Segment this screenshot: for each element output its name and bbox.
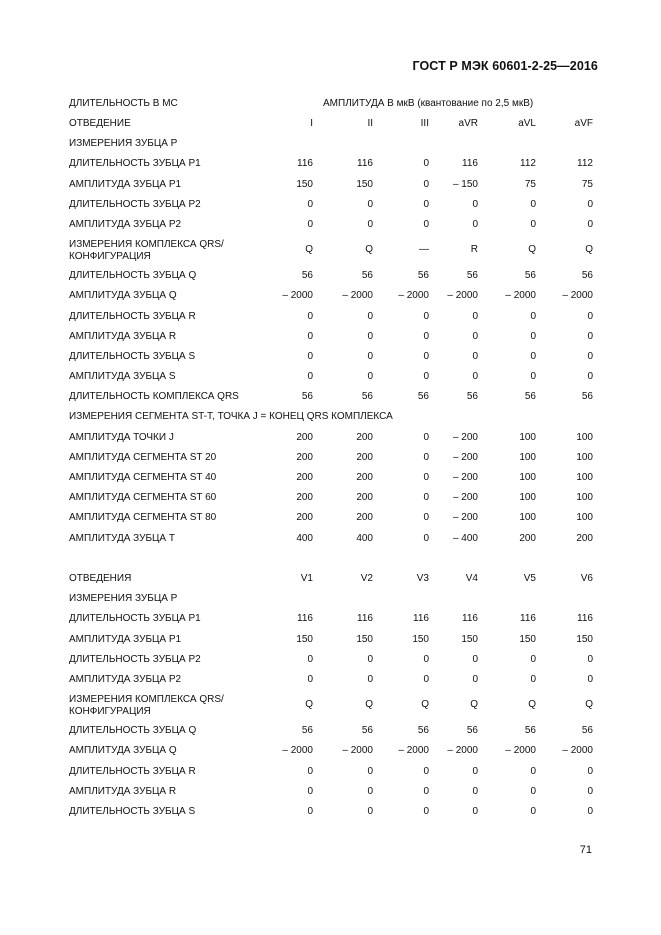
row-label: АМПЛИТУДА СЕГМЕНТА ST 60 [69,492,217,504]
table-cell: 150 [576,633,593,645]
table-cell: 100 [519,451,536,463]
table-cell: 0 [423,765,429,777]
table-row [69,216,593,236]
table-cell: 56 [301,391,313,403]
table-cell: 100 [519,472,536,483]
lead-header: aVL [518,118,536,129]
table-cell: 100 [576,492,593,504]
table-cell: 0 [307,310,313,322]
table-cell: 0 [472,785,478,797]
table-cell: 100 [519,431,536,443]
table-cell: 56 [361,270,373,282]
row-label: ДЛИТЕЛЬНОСТЬ ЗУБЦА R [69,765,196,777]
table-cell: 200 [356,451,373,463]
table-cell: 200 [356,512,373,524]
table-row [69,236,593,267]
table-cell: – 2000 [398,745,429,757]
table-cell: 200 [576,532,593,544]
table-cell: 0 [423,492,429,504]
table-cell: Q [305,244,313,256]
row-label: АМПЛИТУДА ЗУБЦА R [69,785,177,797]
table-cell: – 150 [452,178,478,190]
duration-units-label: ДЛИТЕЛЬНОСТЬ В МС [69,98,178,109]
table-cell: 100 [576,512,593,524]
table-cell: R [470,244,478,256]
table-cell: 0 [530,371,536,383]
table-cell: 56 [301,270,313,282]
table-cell: 0 [423,218,429,230]
table-cell: 0 [367,805,373,817]
row-label: АМПЛИТУДА ТОЧКИ J [69,431,174,443]
table-cell: 0 [530,673,536,685]
table-row [69,348,593,368]
table-cell: 0 [587,765,593,777]
table-cell: 150 [461,633,478,645]
table-row [69,155,593,175]
table-row [69,631,593,651]
table-cell: 0 [472,218,478,230]
table-cell: 0 [472,330,478,342]
lead-header: V3 [416,573,429,584]
table-row [69,763,593,783]
table-cell: 100 [576,451,593,463]
table-cell: Q [305,699,313,711]
table-cell: 0 [423,178,429,190]
table-cell: 0 [307,218,313,230]
table-cell: 0 [530,805,536,817]
lead-header: V1 [300,573,313,584]
lead-header: V4 [465,573,478,584]
table-cell: 150 [356,633,373,645]
table-cell: 100 [576,431,593,443]
table-cell: 0 [530,330,536,342]
table-cell: 200 [296,431,313,443]
table-cell: 0 [472,673,478,685]
table-cell: – 2000 [447,290,478,302]
table-cell: 0 [307,653,313,665]
table-cell: 112 [520,158,536,170]
table-cell: 0 [367,350,373,362]
row-label: ДЛИТЕЛЬНОСТЬ ЗУБЦА Р1 [69,158,201,170]
chest-leads-table [69,570,593,823]
table-row [69,489,593,509]
table-cell: 150 [356,178,373,190]
table-row [69,509,593,529]
table-cell: 200 [356,492,373,504]
table-cell: 0 [307,371,313,383]
table-cell: 0 [587,785,593,797]
table-row [69,469,593,489]
row-label: ИЗМЕРЕНИЯ СЕГМЕНТА ST-T, ТОЧКА J = КОНЕЦ QRS КОМПЛЕКСА [69,411,393,423]
table-cell: Q [528,699,536,711]
table-cell: 0 [423,785,429,797]
table-cell: Q [421,699,429,711]
table-cell: 0 [587,218,593,230]
table-cell: 0 [423,330,429,342]
table-cell: – 2000 [562,745,593,757]
table-cell: 200 [296,492,313,504]
table-cell: – 200 [452,512,478,524]
table-cell: 116 [462,613,478,625]
row-label: ДЛИТЕЛЬНОСТЬ КОМПЛЕКСА QRS [69,391,239,403]
table-cell: Q [528,244,536,256]
table-cell: 56 [466,725,478,737]
table-cell: 56 [466,270,478,282]
table-cell: Q [585,699,593,711]
table-cell: – 2000 [447,745,478,757]
row-label: АМПЛИТУДА СЕГМЕНТА ST 40 [69,472,217,483]
row-label: АМПЛИТУДА СЕГМЕНТА ST 80 [69,512,217,524]
lead-header: V2 [360,573,373,584]
table-row [69,783,593,803]
table-cell: 0 [423,512,429,524]
table-cell: – 2000 [282,290,313,302]
table-cell: 0 [307,765,313,777]
row-label: ИЗМЕРЕНИЯ КОМПЛЕКСА QRS/КОНФИГУРАЦИЯ [69,694,224,718]
section-heading-row [69,408,593,428]
units-caption-row [69,98,592,112]
table-cell: 0 [587,805,593,817]
table-cell: Q [470,699,478,711]
table-cell: 150 [519,633,536,645]
table-cell: 200 [296,512,313,524]
table-cell: 0 [587,371,593,383]
table-cell: 56 [524,270,536,282]
page-number: 71 [579,844,592,856]
table-cell: 56 [524,725,536,737]
table-cell: 0 [307,330,313,342]
table-cell: 0 [423,532,429,544]
table-cell: 0 [530,198,536,210]
table-cell: 0 [472,371,478,383]
table-cell: 75 [581,178,593,190]
table-cell: 56 [417,725,429,737]
table-row [69,803,593,823]
table-cell: 0 [367,218,373,230]
table-cell: 0 [367,765,373,777]
table-row [69,328,593,348]
row-label: ДЛИТЕЛЬНОСТЬ ЗУБЦА S [69,350,196,362]
table-cell: 0 [307,198,313,210]
table-cell: 0 [587,198,593,210]
table-row [69,691,593,722]
row-label: АМПЛИТУДА ЗУБЦА Р1 [69,178,182,190]
lead-header: II [367,118,373,129]
table-cell: 0 [472,805,478,817]
table-row [69,530,593,550]
table-row [69,176,593,196]
table-cell: 0 [472,653,478,665]
header-label: ОТВЕДЕНИЕ [69,118,131,129]
row-label: АМПЛИТУДА ЗУБЦА Р1 [69,633,182,645]
table-row [69,742,593,762]
row-label: ДЛИТЕЛЬНОСТЬ ЗУБЦА Q [69,725,197,737]
table-cell: 0 [423,350,429,362]
row-label: АМПЛИТУДА ЗУБЦА Q [69,745,177,757]
limb-leads-table [69,115,593,550]
table-cell: 0 [530,653,536,665]
table-cell: 200 [356,431,373,443]
table-cell: 0 [472,765,478,777]
table-row [69,610,593,630]
amplitude-units-label: АМПЛИТУДА В мкВ (квантование по 2,5 мкВ) [323,98,534,109]
table-cell: 0 [587,673,593,685]
lead-header: aVR [458,118,478,129]
table-cell: Q [585,244,593,256]
table-cell: 400 [296,532,313,544]
table-cell: 100 [519,492,536,504]
table-cell: 0 [587,350,593,362]
table-cell: 56 [417,391,429,403]
table-cell: 0 [472,310,478,322]
table-cell: – 2000 [505,290,536,302]
table-cell: 150 [296,178,313,190]
table-cell: 0 [307,673,313,685]
table-cell: 0 [307,785,313,797]
lead-header: aVF [574,118,593,129]
table-row [69,196,593,216]
table-cell: 0 [423,371,429,383]
table-cell: 150 [296,633,313,645]
row-label: АМПЛИТУДА ЗУБЦА Q [69,290,177,302]
row-label: ДЛИТЕЛЬНОСТЬ ЗУБЦА S [69,805,196,817]
table-cell: 200 [296,472,313,483]
table-cell: 0 [530,785,536,797]
table-cell: – 400 [452,532,478,544]
table-cell: – 2000 [562,290,593,302]
row-label: АМПЛИТУДА ЗУБЦА R [69,330,177,342]
row-label: ДЛИТЕЛЬНОСТЬ ЗУБЦА R [69,310,196,322]
table-cell: 0 [472,350,478,362]
table-cell: 116 [577,613,593,625]
table-cell: – 2000 [282,745,313,757]
table-cell: 116 [520,613,536,625]
row-label: ИЗМЕРЕНИЯ КОМПЛЕКСА QRS/КОНФИГУРАЦИЯ [69,239,224,263]
table-cell: 100 [576,472,593,483]
table-row [69,388,593,408]
table-cell: 56 [361,391,373,403]
table-row [69,671,593,691]
table-cell: 0 [530,218,536,230]
lead-header: I [310,118,313,129]
row-label: АМПЛИТУДА ЗУБЦА Т [69,532,175,544]
row-label: ДЛИТЕЛЬНОСТЬ ЗУБЦА Р2 [69,198,201,210]
table-cell: 0 [587,310,593,322]
table-cell: 400 [356,532,373,544]
table-cell: – 200 [452,492,478,504]
table-row [69,429,593,449]
table-cell: 56 [361,725,373,737]
table-cell: 0 [423,310,429,322]
table-cell: Q [365,699,373,711]
table-cell: – 2000 [505,745,536,757]
section-heading-row [69,135,593,155]
table-row [69,449,593,469]
table-cell: 200 [296,451,313,463]
table-cell: – 2000 [398,290,429,302]
table-cell: 0 [423,158,429,170]
table-cell: 116 [462,158,478,170]
table-cell: 0 [530,765,536,777]
row-label: АМПЛИТУДА ЗУБЦА S [69,371,176,383]
table-cell: 0 [587,653,593,665]
table-cell: 0 [423,472,429,483]
document-header: ГОСТ Р МЭК 60601-2-25—2016 [412,59,598,73]
table-header-row [69,570,593,590]
table-cell: 116 [297,158,313,170]
table-cell: 100 [519,512,536,524]
table-cell: 0 [423,805,429,817]
table-cell: – 2000 [342,290,373,302]
row-label: ДЛИТЕЛЬНОСТЬ ЗУБЦА Q [69,270,197,282]
table-cell: 56 [581,270,593,282]
table-header-row [69,115,593,135]
table-cell: 0 [367,785,373,797]
table-cell: 56 [417,270,429,282]
table-cell: 0 [472,198,478,210]
row-label: ДЛИТЕЛЬНОСТЬ ЗУБЦА Р1 [69,613,201,625]
row-label: ИЗМЕРЕНИЯ ЗУБЦА Р [69,138,178,150]
table-cell: 56 [581,391,593,403]
table-cell: 0 [423,673,429,685]
table-cell: 56 [581,725,593,737]
table-row [69,308,593,328]
table-cell: 0 [530,350,536,362]
table-cell: 112 [577,158,593,170]
table-cell: 116 [357,158,373,170]
table-cell: – 200 [452,472,478,483]
table-cell: 0 [307,350,313,362]
table-cell: 56 [466,391,478,403]
table-cell: 0 [423,198,429,210]
lead-header: III [420,118,429,129]
table-cell: 0 [423,451,429,463]
table-cell: 75 [524,178,536,190]
row-label: АМПЛИТУДА СЕГМЕНТА ST 20 [69,451,217,463]
row-label: ДЛИТЕЛЬНОСТЬ ЗУБЦА Р2 [69,653,201,665]
table-cell: 200 [519,532,536,544]
table-row [69,368,593,388]
table-cell: 0 [530,310,536,322]
table-row [69,651,593,671]
row-label: АМПЛИТУДА ЗУБЦА Р2 [69,218,182,230]
table-row [69,287,593,307]
table-cell: 0 [423,431,429,443]
table-cell: 150 [412,633,429,645]
table-cell: 56 [524,391,536,403]
table-cell: 0 [367,673,373,685]
table-cell: 0 [367,330,373,342]
table-cell: 0 [367,310,373,322]
table-cell: 0 [367,371,373,383]
table-cell: 56 [301,725,313,737]
table-cell: 200 [356,472,373,483]
lead-header: V6 [580,573,593,584]
row-label: АМПЛИТУДА ЗУБЦА Р2 [69,673,182,685]
table-row [69,267,593,287]
table-cell: 0 [587,330,593,342]
table-cell: 0 [307,805,313,817]
table-cell: 116 [413,613,429,625]
lead-header: V5 [523,573,536,584]
table-cell: — [419,244,429,256]
header-label: ОТВЕДЕНИЯ [69,573,132,584]
table-cell: Q [365,244,373,256]
table-cell: 0 [367,198,373,210]
table-cell: – 200 [452,431,478,443]
table-cell: 116 [297,613,313,625]
table-row [69,722,593,742]
table-cell: 0 [423,653,429,665]
section-heading-row [69,590,593,610]
table-cell: – 200 [452,451,478,463]
table-cell: 0 [367,653,373,665]
row-label: ИЗМЕРЕНИЯ ЗУБЦА Р [69,593,178,605]
table-cell: 116 [357,613,373,625]
table-cell: – 2000 [342,745,373,757]
